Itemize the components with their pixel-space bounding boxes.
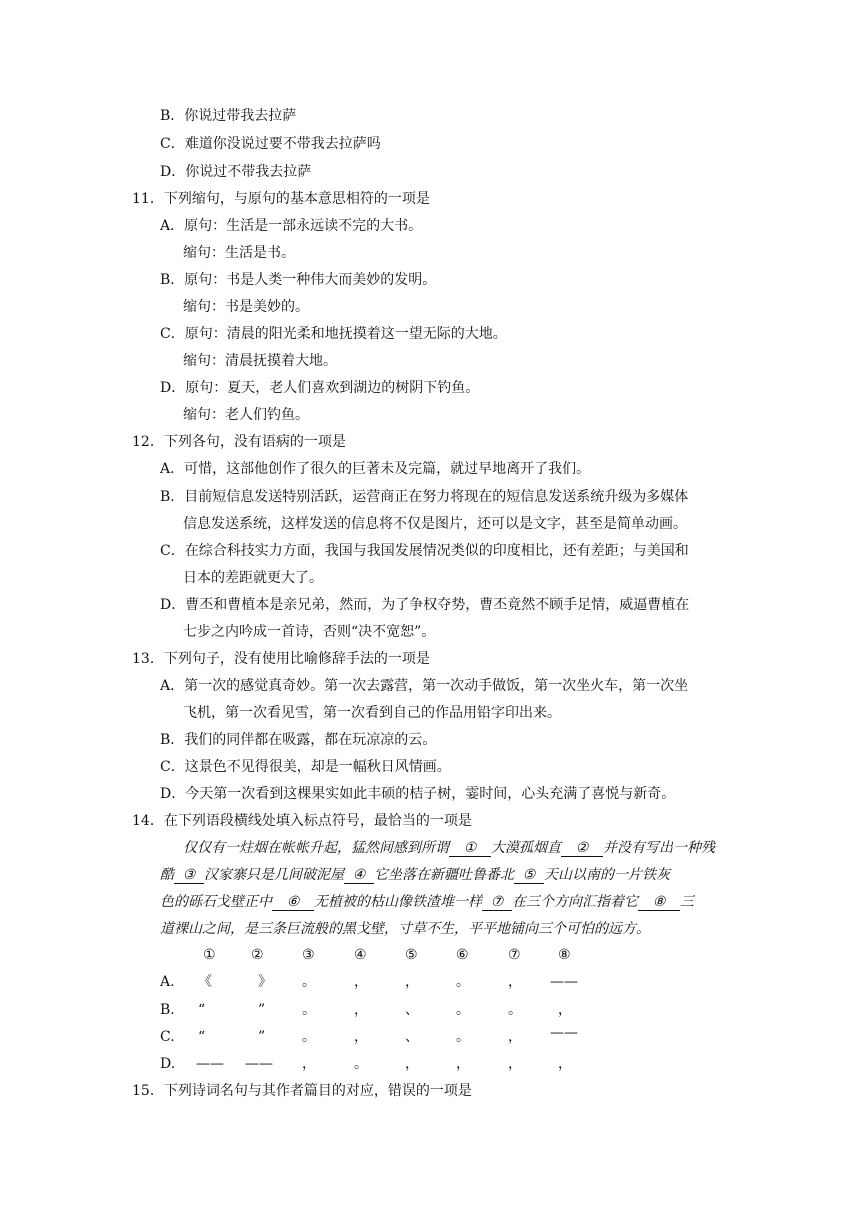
cell: 》 bbox=[258, 974, 272, 990]
q15-stem: 15．下列诗词名句与其作者篇目的对应，错误的一项是 bbox=[132, 1083, 472, 1099]
q13-option-a-line1: A．第一次的感觉真奇妙。第一次去露营，第一次动手做饭，第一次坐火车，第一次坐 bbox=[160, 678, 689, 694]
blank-4: ④ bbox=[344, 867, 374, 884]
q11-stem: 11．下列缩句，与原句的基本意思相符的一项是 bbox=[132, 191, 430, 207]
blank-8: ⑧ bbox=[638, 894, 680, 911]
q11-option-c: C．原句：清晨的阳光柔和地抚摸着这一望无际的大地。 bbox=[160, 326, 507, 342]
cell: 。 bbox=[508, 1002, 522, 1018]
blank-3: ③ bbox=[174, 867, 204, 884]
cell: 、 bbox=[405, 1002, 419, 1018]
cell: “ bbox=[198, 1029, 206, 1045]
q12-option-b-line1: B．目前短信息发送特别活跃，运营商正在努力将现在的短信息发送系统升级为多媒体 bbox=[160, 489, 689, 505]
q11-option-a-short: 缩句：生活是书。 bbox=[183, 245, 295, 261]
col-header-6: ⑥ bbox=[456, 947, 469, 963]
q12-option-c-line1: C．在综合科技实力方面，我国与我国发展情况类似的印度相比，还有差距；与美国和 bbox=[160, 543, 689, 559]
q13-option-d: D．今天第一次看到这棵果实如此丰硕的桔子树，霎时间，心头充满了喜悦与新奇。 bbox=[160, 786, 676, 802]
cell: —— bbox=[550, 1025, 578, 1041]
cell: ， bbox=[558, 1002, 572, 1018]
cell: 。 bbox=[456, 1029, 470, 1045]
cell: 。 bbox=[302, 1029, 316, 1045]
cell: 。 bbox=[302, 974, 316, 990]
q13-stem: 13．下列句子，没有使用比喻修辞手法的一项是 bbox=[132, 651, 430, 667]
row-label-b: B. bbox=[160, 1002, 175, 1018]
cell: —— bbox=[245, 1056, 273, 1072]
q12-option-b-line2: 信息发送系统，这样发送的信息将不仅是图片，还可以是文字，甚至是简单动画。 bbox=[183, 516, 687, 532]
cell: ， bbox=[354, 1002, 368, 1018]
col-header-5: ⑤ bbox=[405, 947, 418, 963]
col-header-8: ⑧ bbox=[558, 947, 571, 963]
q10-option-d: D．你说过不带我去拉萨 bbox=[160, 164, 312, 180]
q12-option-d-line2: 七步之内吟成一首诗，否则“决不宽恕”。 bbox=[183, 624, 436, 640]
cell: 。 bbox=[456, 1002, 470, 1018]
blank-7: ⑦ bbox=[482, 894, 512, 911]
q13-option-b: B．我们的同伴都在吸露，都在玩凉凉的云。 bbox=[160, 732, 437, 748]
q13-option-c: C．这景色不见得很美，却是一幅秋日风情画。 bbox=[160, 759, 451, 775]
row-label-a: A. bbox=[160, 974, 175, 990]
blank-1: ① bbox=[449, 840, 491, 857]
q10-option-b: B．你说过带我去拉萨 bbox=[160, 108, 297, 124]
q14-stem: 14．在下列语段横线处填入标点符号，最恰当的一项是 bbox=[132, 813, 472, 829]
q14-passage-line2: 酷 ③ 汉家寨只是几间破泥屋 ④ 它坐落在新疆吐鲁番北 ⑤ 天山以南的一片铁灰 bbox=[160, 867, 670, 883]
col-header-7: ⑦ bbox=[508, 947, 521, 963]
cell: 、 bbox=[405, 1029, 419, 1045]
cell: ” bbox=[258, 1029, 266, 1045]
cell: ， bbox=[456, 1056, 470, 1072]
q12-option-d-line1: D．曹丕和曹植本是亲兄弟，然而，为了争权夺势，曹丕竟然不顾手足情，威逼曹植在 bbox=[160, 597, 690, 613]
q12-option-c-line2: 日本的差距就更大了。 bbox=[183, 570, 323, 586]
col-header-2: ② bbox=[251, 947, 264, 963]
col-header-1: ① bbox=[203, 947, 216, 963]
cell: 《 bbox=[198, 974, 212, 990]
col-header-3: ③ bbox=[302, 947, 315, 963]
cell: 。 bbox=[456, 974, 470, 990]
cell: 。 bbox=[302, 1002, 316, 1018]
cell: ， bbox=[405, 974, 419, 990]
blank-5: ⑤ bbox=[514, 867, 544, 884]
cell: ， bbox=[558, 1056, 572, 1072]
q13-option-a-line2: 飞机，第一次看见雪，第一次看到自己的作品用铅字印出来。 bbox=[183, 705, 561, 721]
q11-option-d: D．原句：夏天，老人们喜欢到湖边的树阴下钓鱼。 bbox=[160, 380, 480, 396]
cell: ， bbox=[354, 974, 368, 990]
cell: —— bbox=[196, 1056, 224, 1072]
row-label-d: D. bbox=[160, 1056, 176, 1072]
q14-passage-line1: 仅仅有一炷烟在帐帐升起，猛然间感到所谓 ① 大漠孤烟直 ② 并没有写出一种残 bbox=[183, 840, 715, 856]
q11-option-c-short: 缩句：清晨抚摸着大地。 bbox=[183, 353, 337, 369]
q11-option-b: B．原句：书是人类一种伟大而美妙的发明。 bbox=[160, 272, 437, 288]
blank-6: ⑥ bbox=[272, 894, 314, 911]
q10-option-c: C．难道你没说过要不带我去拉萨吗 bbox=[160, 136, 381, 152]
q12-option-a: A．可惜，这部他创作了很久的巨著未及完篇，就过早地离开了我们。 bbox=[160, 461, 591, 477]
q12-stem: 12．下列各句，没有语病的一项是 bbox=[132, 434, 346, 450]
cell: ， bbox=[354, 1029, 368, 1045]
cell: “ bbox=[198, 1002, 206, 1018]
cell: ， bbox=[405, 1056, 419, 1072]
cell: ， bbox=[508, 1056, 522, 1072]
cell: ， bbox=[508, 1029, 522, 1045]
q11-option-d-short: 缩句：老人们钓鱼。 bbox=[183, 407, 309, 423]
q11-option-a: A．原句：生活是一部永远读不完的大书。 bbox=[160, 218, 423, 234]
cell: —— bbox=[550, 974, 578, 990]
cell: ” bbox=[258, 1002, 266, 1018]
cell: ， bbox=[508, 974, 522, 990]
row-label-c: C. bbox=[160, 1029, 175, 1045]
cell: 。 bbox=[354, 1056, 368, 1072]
cell: ， bbox=[302, 1056, 316, 1072]
blank-2: ② bbox=[561, 840, 603, 857]
q11-option-b-short: 缩句：书是美妙的。 bbox=[183, 299, 309, 315]
q14-passage-line4: 道裸山之间，是三条巨流般的黑戈壁，寸草不生，平平地铺向三个可怕的远方。 bbox=[160, 921, 650, 937]
q14-passage-line3: 色的砾石戈壁正中 ⑥ 无植被的枯山像铁渣堆一样 ⑦ 在三个方向汇指着它 ⑧ 三 bbox=[160, 894, 694, 910]
col-header-4: ④ bbox=[354, 947, 367, 963]
